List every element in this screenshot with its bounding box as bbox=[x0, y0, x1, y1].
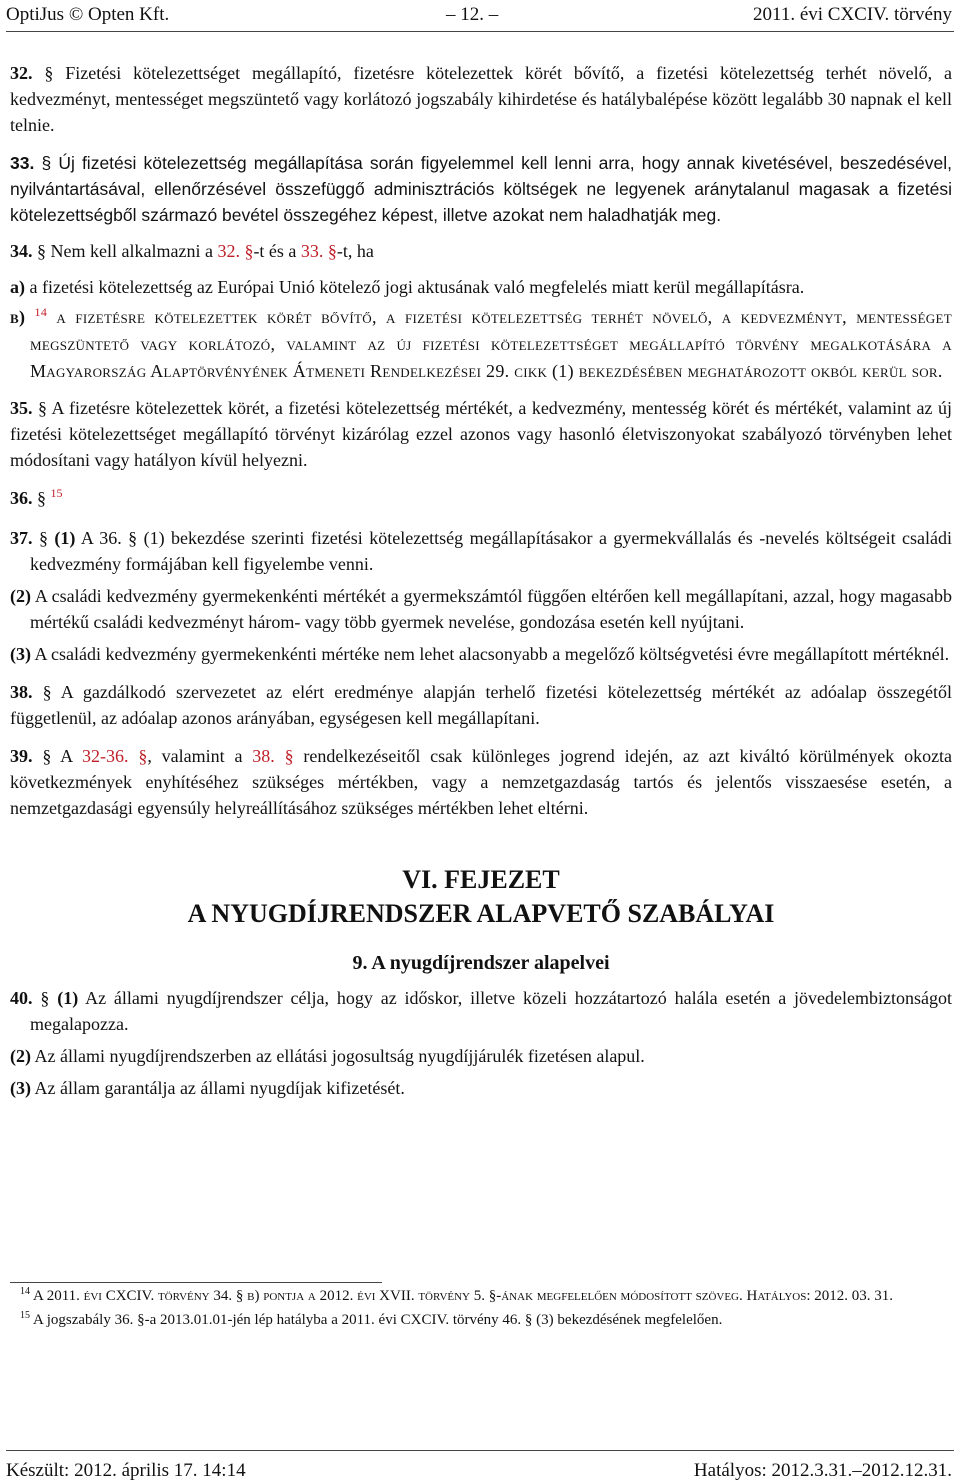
paragraph-text: A családi kedvezmény gyermekenkénti mértékét a gyermekszámtól függően eltérően kell megállapítani, azzal, hogy magasabb mértékű családi kedvezményt három- vagy több gyermek nevelése, gondozása esetén kell nyújtani. bbox=[30, 586, 953, 632]
chapter-heading bbox=[10, 863, 952, 931]
footnote-ref-15[interactable]: 15 bbox=[50, 486, 63, 500]
subchapter-title: 9. A nyugdíjrendszer alapelvei bbox=[352, 952, 610, 974]
header-page-number: – 12. – bbox=[446, 4, 499, 25]
paragraph-text: Az állami nyugdíjrendszerben az ellátási jogosultság nyugdíjjárulék fizetésen alapul. bbox=[34, 1046, 645, 1066]
section-number: 34. bbox=[10, 241, 33, 261]
section-text: Nem kell alkalmazni a bbox=[50, 241, 213, 261]
section-sign: § bbox=[37, 241, 46, 261]
header-divider bbox=[6, 31, 954, 32]
section-number: 40. bbox=[10, 988, 33, 1008]
footnote-14 bbox=[10, 1284, 952, 1308]
section-36 bbox=[10, 485, 952, 511]
section-32 bbox=[10, 60, 952, 138]
section-number: 33. bbox=[10, 153, 35, 173]
section-32-link[interactable]: 32. bbox=[217, 241, 240, 261]
section-number: 35. bbox=[10, 398, 33, 418]
section-text: Fizetési kötelezettséget megállapító, fizetésre kötelezettek körét bővítő, a fizetési kötelezettség terhét növelő, a kedvezményt, mentességet megszüntető vagy korlátozó jogszabály kihirdetése és hatálybalépése között legalább 30 napnak el kell telnie. bbox=[10, 63, 953, 135]
section-sign-link[interactable]: § bbox=[138, 746, 148, 766]
footer-effective: Hatályos: 2012.3.31.–2012.12.31. bbox=[693, 1460, 952, 1481]
paragraph-text: Az állam garantálja az állami nyugdíjak kifizetését. bbox=[34, 1078, 405, 1098]
footnote-15 bbox=[10, 1308, 952, 1332]
section-text: rendelkezéseitől csak különleges jogrend idején, az azt kiváltó körülmények okozta következmények enyhítéséhez szükséges mértékben, vagy a nemzetgazdaság tartós és jelentős visszaesése esetén, a nemzetgazdasági egyensúly helyreállításához szükséges mértékben lehet eltérni. bbox=[10, 746, 953, 818]
section-sign: § bbox=[44, 63, 54, 83]
section-32-36-link[interactable]: 32-36. bbox=[82, 746, 129, 766]
section-35 bbox=[10, 395, 952, 473]
section-40-3 bbox=[10, 1075, 952, 1101]
footnotes bbox=[10, 1284, 952, 1332]
paragraph-text: A családi kedvezmény gyermekenkénti mértéke nem lehet alacsonyabb a megelőző költségvetési évre megállapított mértéknél. bbox=[34, 644, 950, 664]
footnote-ref-14[interactable]: 14 bbox=[34, 305, 48, 319]
paragraph-text: Az állami nyugdíjrendszer célja, hogy az időskor, illetve közeli hozzátartozó halála esetén a jövedelembiztonságot megalapozza. bbox=[30, 988, 953, 1034]
footer-created: Készült: 2012. április 17. 14:14 bbox=[6, 1460, 246, 1481]
header-law-title: 2011. évi CXCIV. törvény bbox=[753, 4, 952, 25]
section-text: A gazdálkodó szervezetet az elért eredménye alapján terhelő fizetési kötelezettség mértékét az adóalap összegétől függetlenül, az adóalap azonos arányában, egységesen kell megállapítani. bbox=[10, 682, 953, 728]
section-38-link[interactable]: 38. bbox=[252, 746, 275, 766]
point-label: b) bbox=[10, 307, 26, 327]
section-33-link[interactable]: 33. bbox=[300, 241, 324, 261]
point-label: a) bbox=[10, 277, 25, 297]
section-text: , valamint a bbox=[147, 746, 243, 766]
section-38 bbox=[10, 679, 952, 731]
footnote-number: 14 bbox=[20, 1286, 30, 1297]
section-39 bbox=[10, 743, 952, 821]
paragraph-label: (2) bbox=[10, 586, 31, 606]
footnote-number: 15 bbox=[20, 1310, 30, 1321]
section-number: 36. bbox=[10, 488, 33, 508]
page-header bbox=[6, 2, 954, 30]
point-text: a fizetési kötelezettség az Európai Unió kötelező jogi aktusának való megfelelés miatt kerül megállapításra. bbox=[29, 277, 805, 297]
section-text: Új fizetési kötelezettség megállapítása során figyelemmel kell lenni arra, hogy annak kivetésével, beszedésével, nyilvántartásával, ellenőrzésével összefüggő adminisztrációs költségek ne legyenek aránytalanul magasak a fizetési kötelezettségből származó bevétel összegéhez képest, illetve azokat nem haladhatják meg. bbox=[10, 153, 953, 225]
header-publisher: OptiJus © Opten Kft. bbox=[6, 4, 170, 25]
paragraph-label: (1) bbox=[54, 528, 76, 548]
chapter-number: VI. FEJEZET bbox=[402, 865, 560, 894]
section-sign: § bbox=[42, 746, 52, 766]
section-sign: § bbox=[38, 528, 48, 548]
footnote-text: A 2011. évi CXCIV. törvény 34. § b) pontja a 2012. évi XVII. törvény 5. §-ának megfelelően módosított szöveg. Hatályos: 2012. 03. 31. bbox=[32, 1288, 894, 1304]
section-sign: § bbox=[40, 988, 50, 1008]
paragraph-text: A 36. § (1) bekezdése szerinti fizetési kötelezettség megállapításakor a gyermekvállalás és -nevelés költségeit családi kedvezmény formájában kell figyelembe venni. bbox=[30, 528, 952, 574]
section-sign-link[interactable]: § bbox=[284, 746, 294, 766]
paragraph-label: (1) bbox=[57, 988, 79, 1008]
section-40-2 bbox=[10, 1043, 952, 1069]
document-body bbox=[10, 60, 952, 1101]
point-b bbox=[10, 304, 952, 385]
section-text: A bbox=[60, 746, 73, 766]
section-37-2 bbox=[10, 583, 952, 635]
section-37-1 bbox=[10, 525, 952, 577]
page-footer bbox=[6, 1458, 954, 1484]
section-33 bbox=[10, 150, 952, 228]
section-text: -t és a bbox=[253, 241, 297, 261]
section-number: 32. bbox=[10, 63, 33, 83]
section-sign-link[interactable]: § bbox=[327, 241, 337, 261]
section-number: 37. bbox=[10, 528, 33, 548]
point-a bbox=[10, 274, 952, 300]
section-sign: § bbox=[38, 398, 48, 418]
section-sign-link[interactable]: § bbox=[244, 241, 254, 261]
paragraph-label: (3) bbox=[10, 644, 31, 664]
footnote-text: A jogszabály 36. §-a 2013.01.01-jén lép hatályba a 2011. évi CXCIV. törvény 46. § (3) bekezdésének megfelelően. bbox=[32, 1312, 723, 1328]
section-number: 38. bbox=[10, 682, 33, 702]
paragraph-label: (3) bbox=[10, 1078, 31, 1098]
section-text: A fizetésre kötelezettek körét, a fizetési kötelezettség mértékét, a kedvezmény, mentesség körét és mértékét, valamint az új fizetési kötelezettséget megállapító törvényt kizárólag ezzel azonos vagy hasonló életviszonyokat szabályozó törvényben lehet módosítani vagy hatályon kívül helyezni. bbox=[10, 398, 953, 470]
section-number: 39. bbox=[10, 746, 33, 766]
section-37-3 bbox=[10, 641, 952, 667]
section-34 bbox=[10, 238, 952, 264]
paragraph-label: (2) bbox=[10, 1046, 31, 1066]
footer-divider bbox=[6, 1450, 954, 1451]
point-text: a fizetésre kötelezettek körét bővítő, a fizetési kötelezettség terhét növelő, a kedvezményt, mentességet megszüntető vagy korlátozó, valamint az új fizetési kötelezettséget megállapító törvény megalkotására a Magyarország Alaptörvényének Átmeneti Rendelkezései 29. cikk (1) bekezdésében meghatározott okból kerül sor. bbox=[30, 307, 952, 381]
section-sign: § bbox=[37, 488, 46, 508]
section-sign: § bbox=[41, 153, 52, 173]
footnote-divider bbox=[10, 1282, 382, 1283]
section-text: -t, ha bbox=[336, 241, 374, 261]
section-40-1 bbox=[10, 985, 952, 1037]
chapter-title: A NYUGDÍJRENDSZER ALAPVETŐ SZABÁLYAI bbox=[187, 899, 775, 928]
section-sign: § bbox=[42, 682, 52, 702]
